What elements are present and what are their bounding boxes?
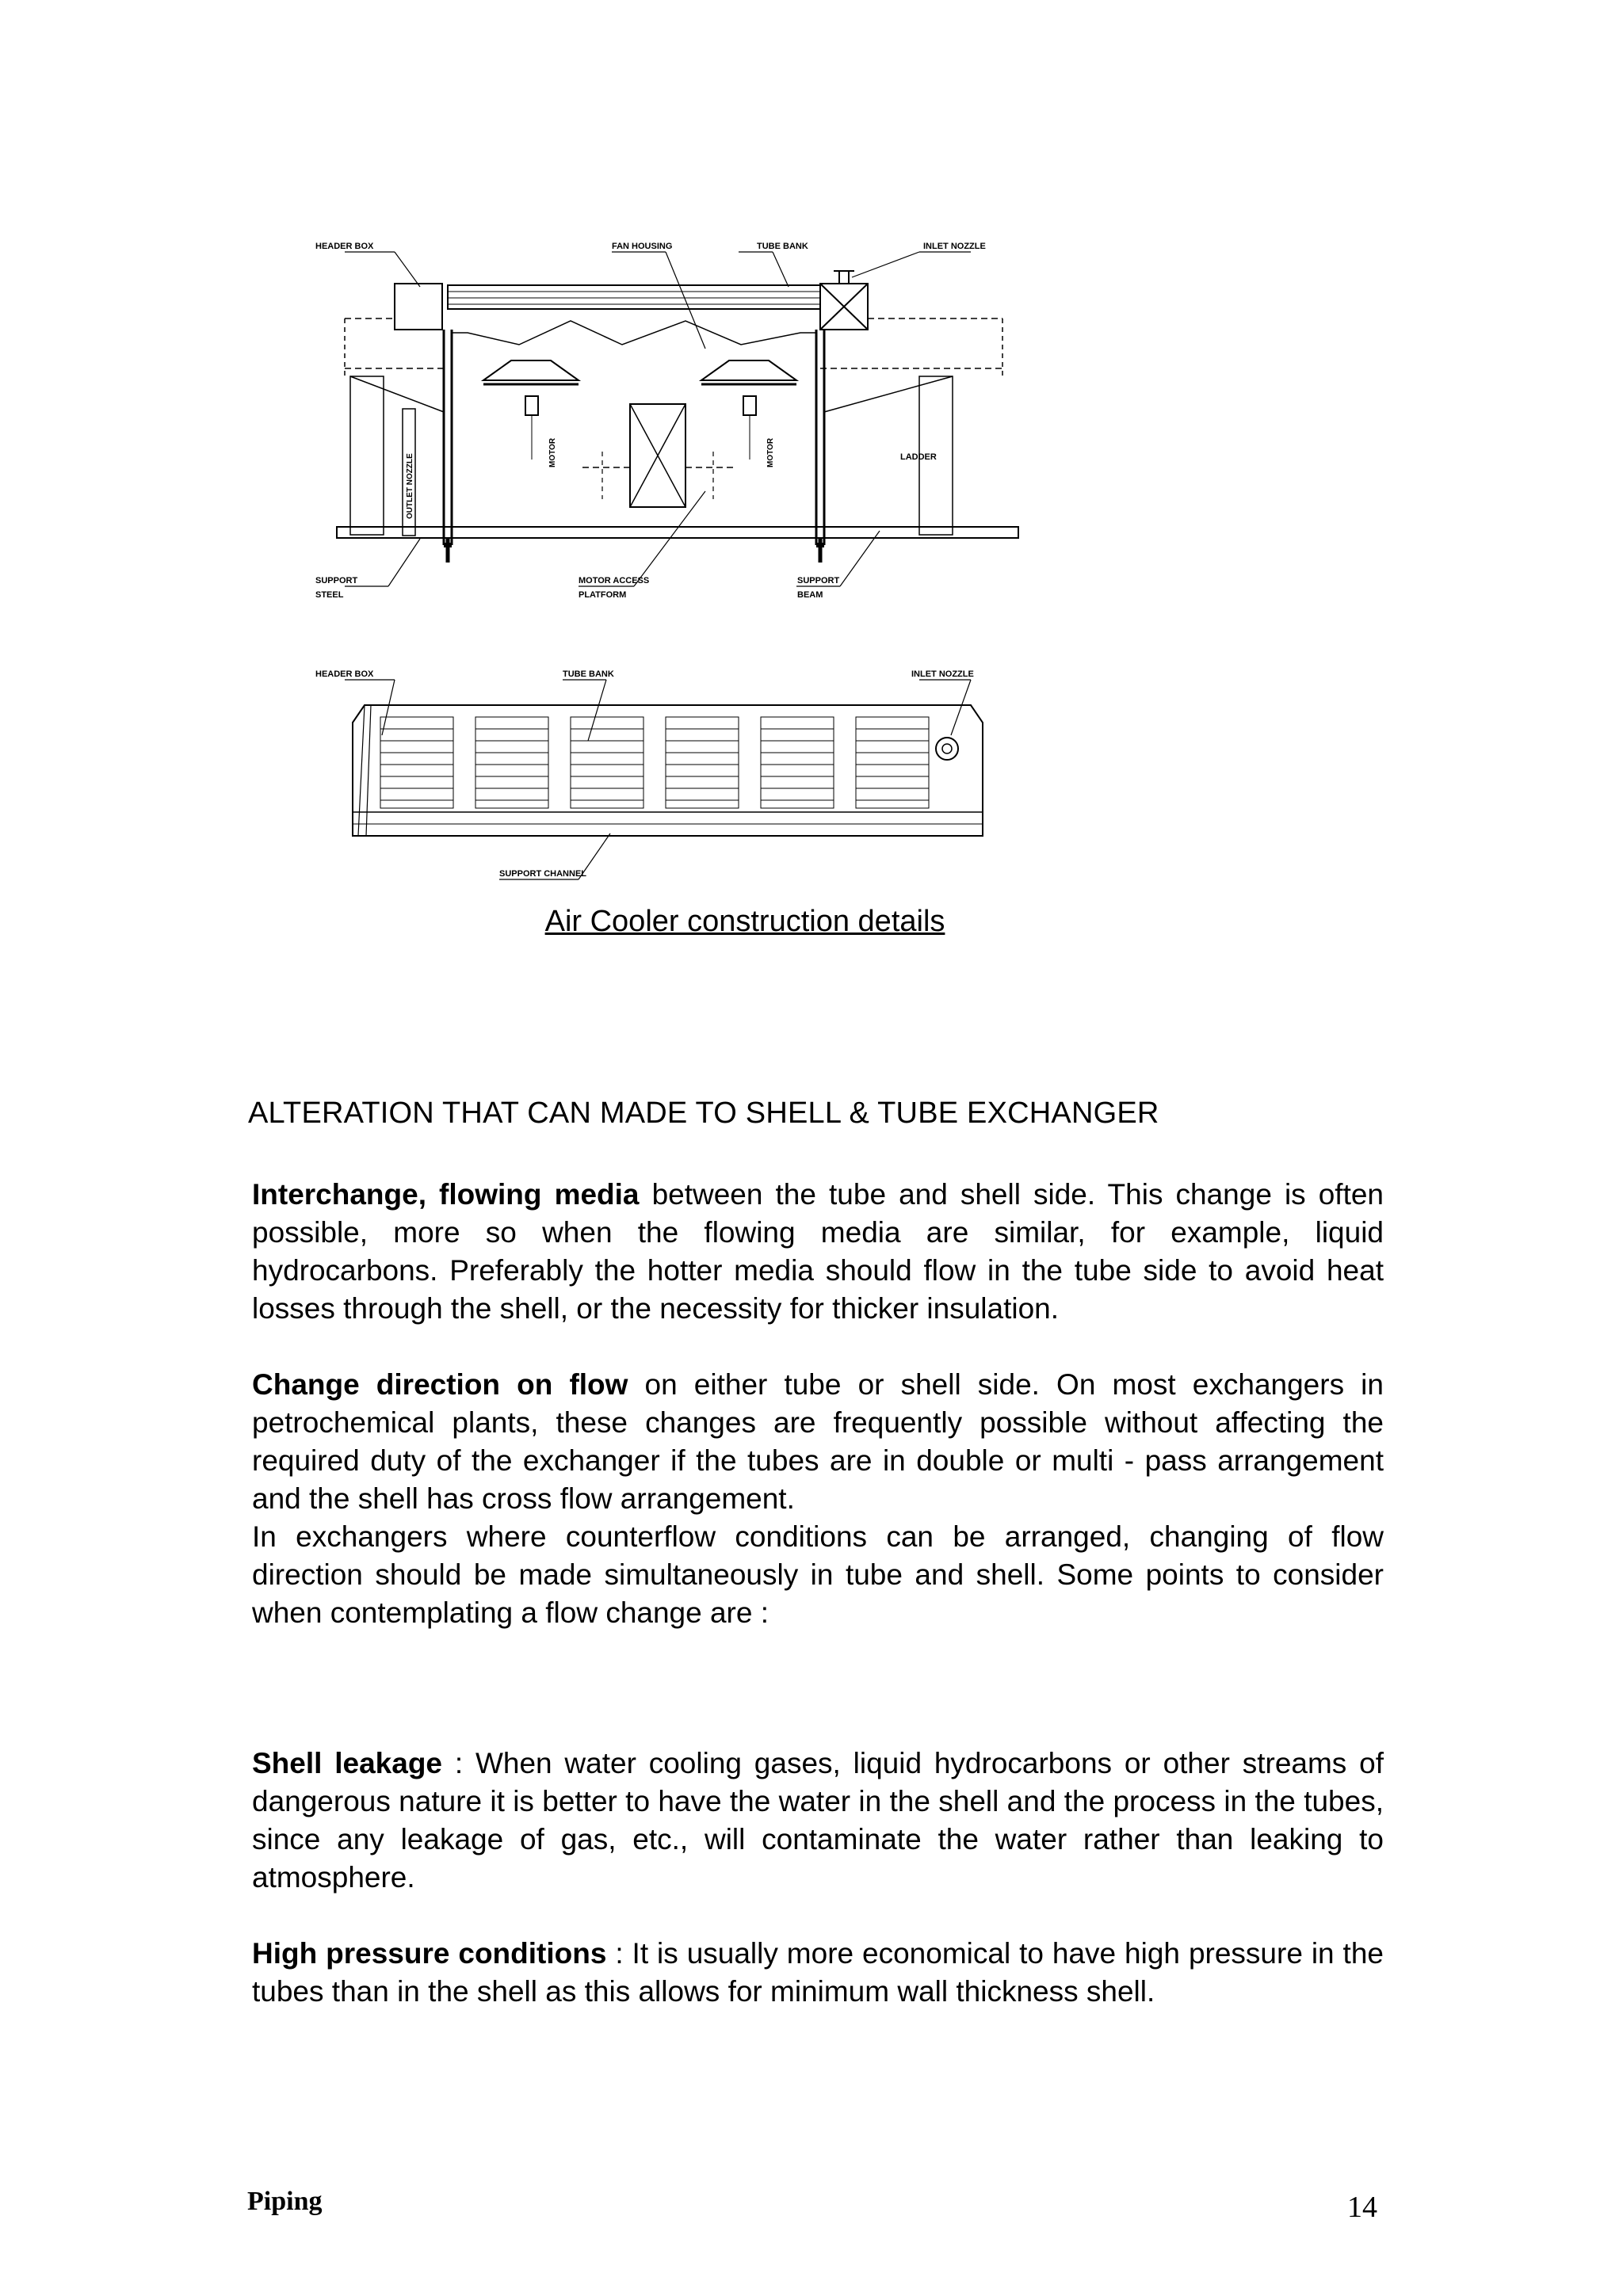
figure-caption: Air Cooler construction details bbox=[544, 905, 945, 938]
label-inlet-nozzle: INLET NOZZLE bbox=[923, 242, 986, 251]
label-motor-left: MOTOR bbox=[548, 437, 557, 467]
page-number: 14 bbox=[1347, 2191, 1377, 2224]
paragraph-counterflow: In exchangers where counterflow conditions can be arranged, changing of flow direction should be made simultaneously in tube and shell. Some points to consider when contemplating a flow change are : bbox=[252, 1520, 1384, 1629]
term-interchange: Interchange, flowing media bbox=[252, 1178, 640, 1211]
label-steel: STEEL bbox=[315, 590, 344, 600]
label-header-box: HEADER BOX bbox=[315, 242, 374, 251]
label-outlet-nozzle: OUTLET NOZZLE bbox=[406, 453, 414, 519]
term-high-pressure: High pressure conditions bbox=[252, 1937, 607, 1970]
label-motor-access: MOTOR ACCESS bbox=[579, 576, 650, 585]
label-inlet-nozzle-plan: INLET NOZZLE bbox=[911, 669, 974, 679]
air-cooler-figure bbox=[293, 222, 1030, 903]
air-cooler-drawing bbox=[293, 222, 1030, 903]
label-tube-bank-plan: TUBE BANK bbox=[563, 669, 614, 679]
label-ladder: LADDER bbox=[900, 452, 937, 462]
label-support-left: SUPPORT bbox=[315, 576, 358, 585]
footer-title: Piping bbox=[247, 2187, 323, 2216]
paragraph-high-pressure: High pressure conditions : It is usually more economical to have high pressure in the tubes than in the shell as this allows for minimum wall thickness shell. bbox=[252, 1937, 1384, 2008]
paragraph-change-direction: Change direction on flow on either tube or shell side. On most exchangers in petrochemical plants, these changes are frequently possible without affecting the required duty of the exchanger if the tubes are in double or multi - pass arrangement and the shell has cross flow arrangement. bbox=[252, 1368, 1384, 1515]
label-motor-right: MOTOR bbox=[766, 437, 775, 467]
section-heading: ALTERATION THAT CAN MADE TO SHELL & TUBE EXCHANGER bbox=[248, 1097, 1159, 1130]
term-shell-leakage: Shell leakage bbox=[252, 1747, 443, 1779]
label-beam: BEAM bbox=[797, 590, 823, 600]
label-header-box-plan: HEADER BOX bbox=[315, 669, 374, 679]
paragraph-shell-leakage: Shell leakage : When water cooling gases, liquid hydrocarbons or other streams of dangerous nature it is better to have the water in the shell and the process in the tubes, since any leakage of gas, etc., will contaminate the water rather than leaking to atmosphere. bbox=[252, 1747, 1384, 1894]
label-platform: PLATFORM bbox=[579, 590, 627, 600]
label-support-right: SUPPORT bbox=[797, 576, 840, 585]
paragraph-interchange: Interchange, flowing media between the tube and shell side. This change is often possible, more so when the flowing media are similar, for example, liquid hydrocarbons. Preferably the hotter media should flow in the tube side to avoid heat losses through the shell, or the necessity for thicker insulation. bbox=[252, 1178, 1384, 1325]
label-tube-bank: TUBE BANK bbox=[757, 242, 808, 251]
label-fan-housing: FAN HOUSING bbox=[612, 242, 673, 251]
term-change-direction: Change direction on flow bbox=[252, 1368, 628, 1401]
label-support-channel: SUPPORT CHANNEL bbox=[499, 869, 587, 879]
